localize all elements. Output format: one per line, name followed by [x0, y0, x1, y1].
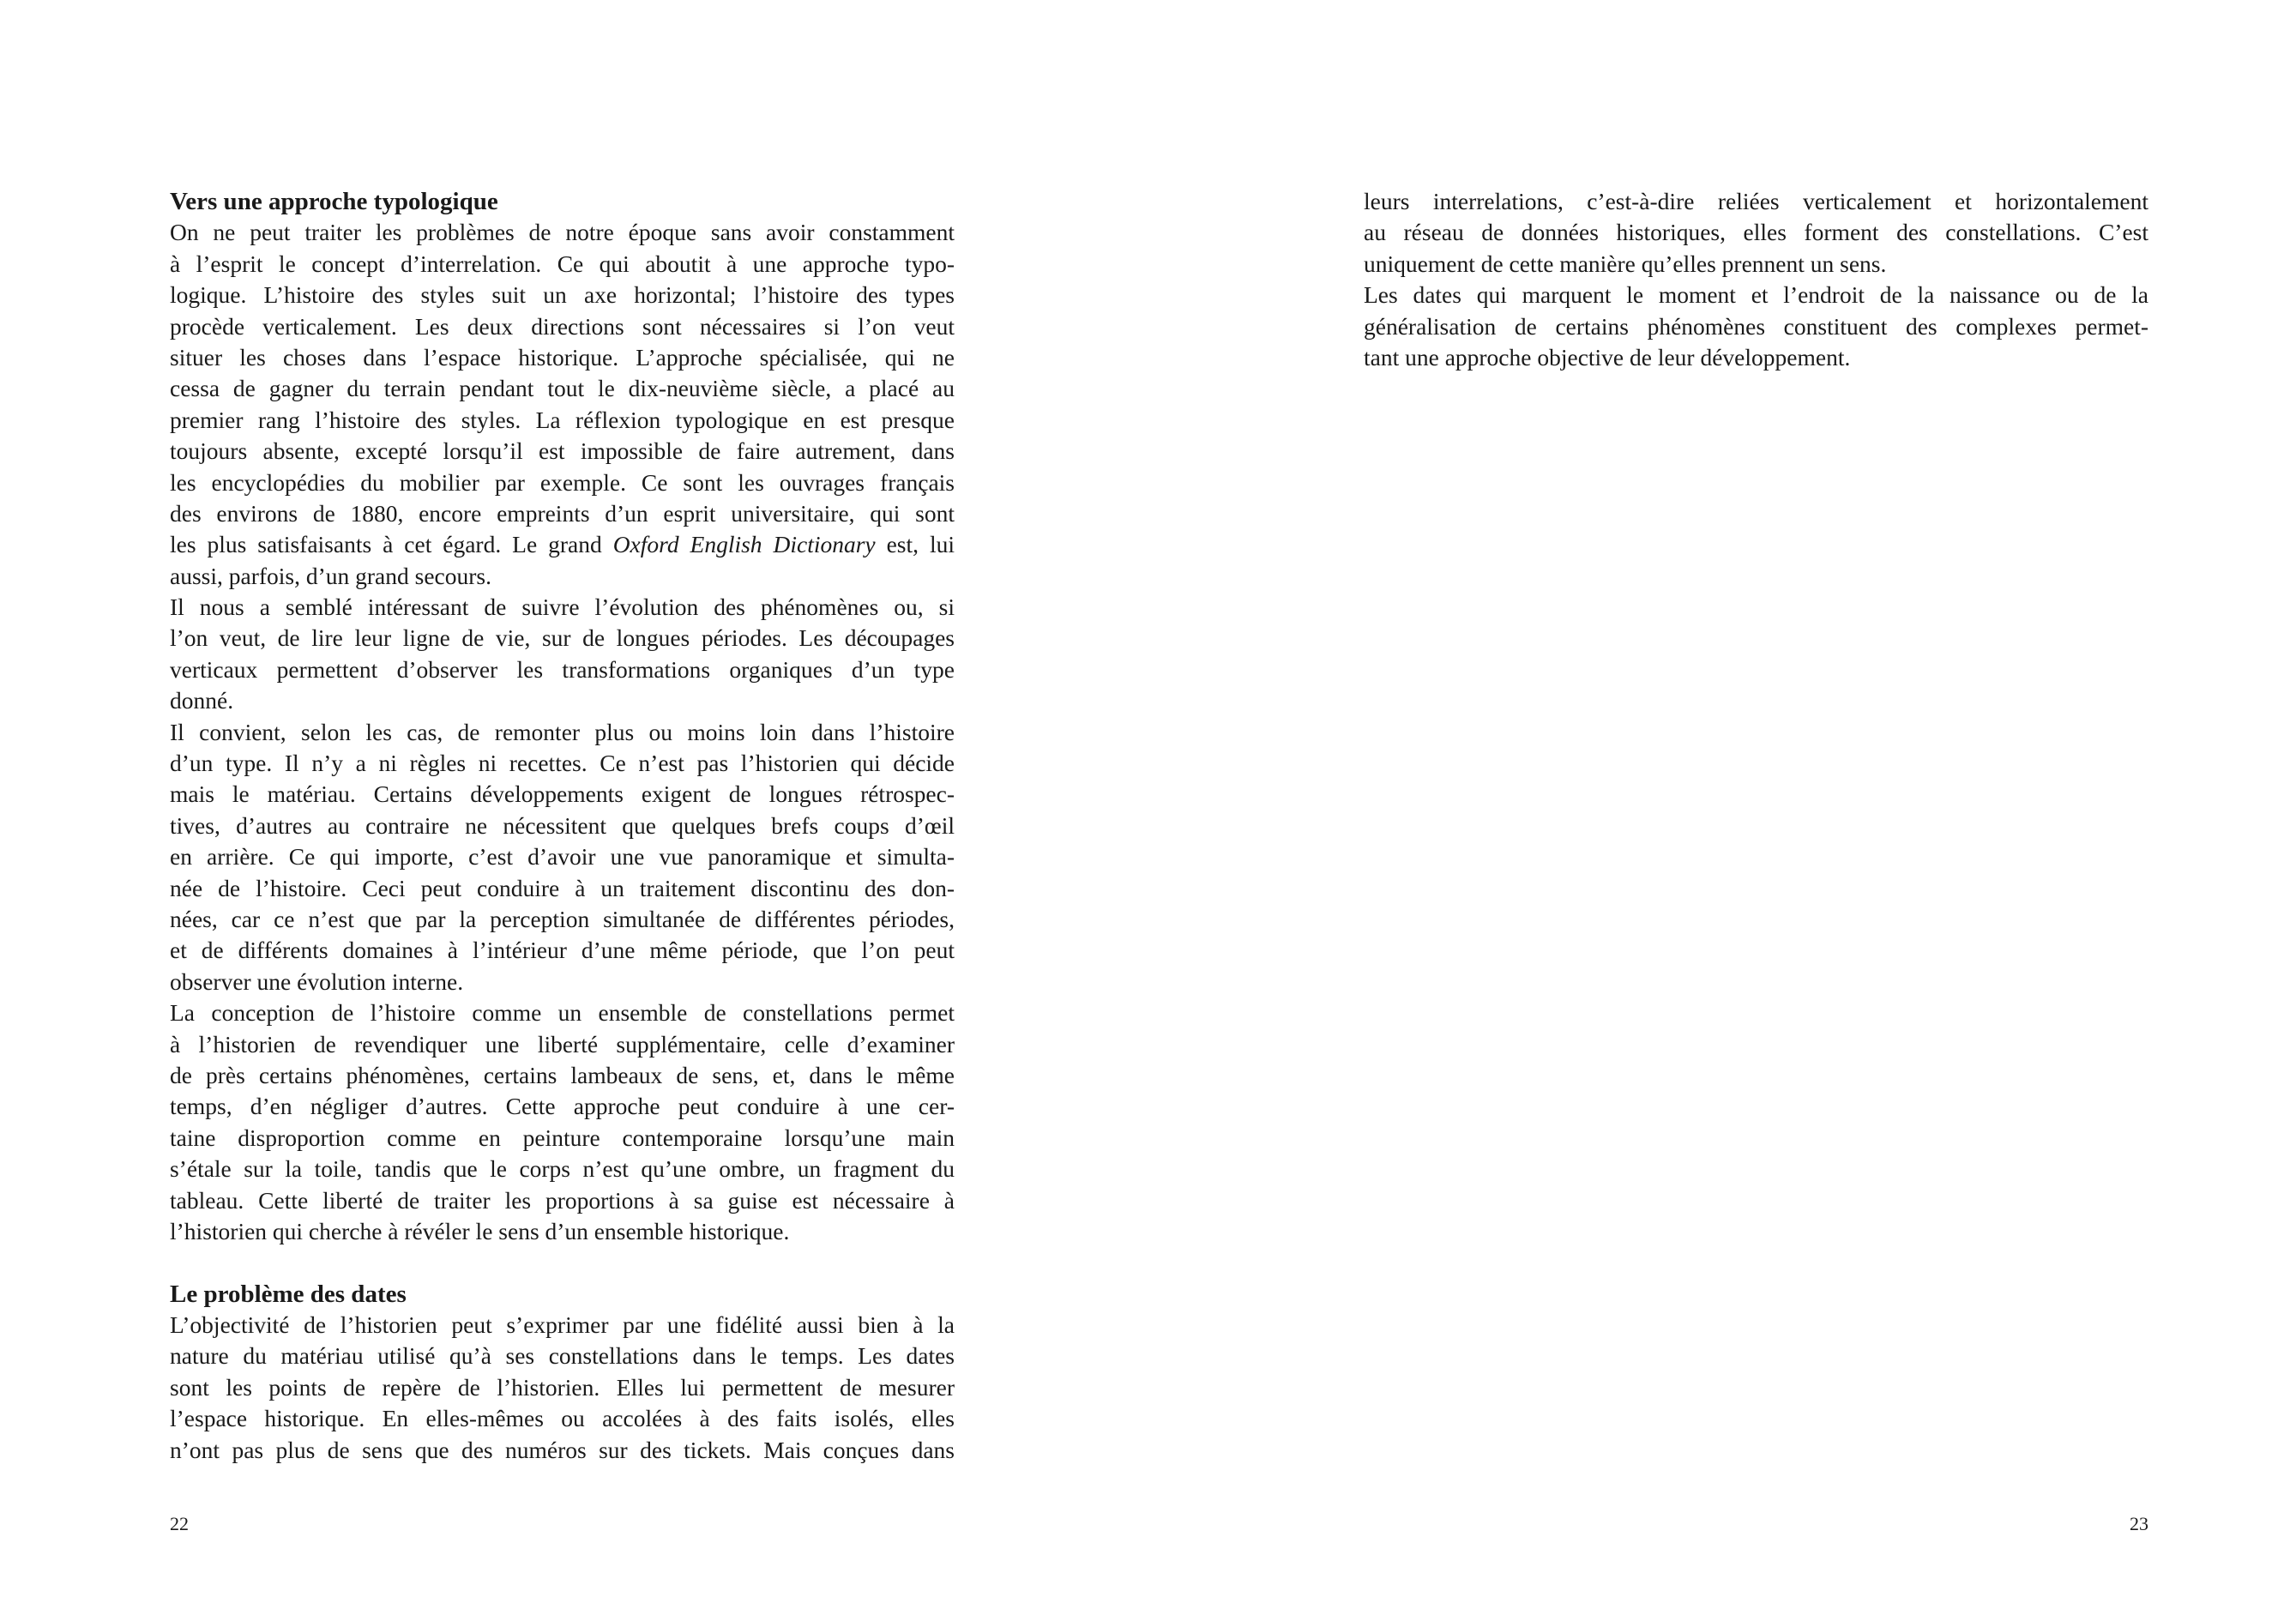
text-line: premier rang l’histoire des styles. La réflexion typologique en est presque — [170, 406, 955, 433]
text-line: situer les choses dans l’espace historique. L’approche spécialisée, qui ne — [170, 343, 955, 371]
text-line: taine disproportion comme en peinture contemporaine lorsqu’une main — [170, 1124, 955, 1151]
section-heading: Le problème des dates — [170, 1280, 407, 1308]
text-line: L’objectivité de l’historien peut s’exprimer par une fidélité aussi bien à la — [170, 1311, 955, 1339]
text-line: La conception de l’histoire comme un ensemble de constellations permet — [170, 999, 955, 1027]
text-line: leurs interrelations, c’est-à-dire reliées verticalement et horizontalement — [1364, 188, 2148, 214]
text-line: verticaux permettent d’observer les transformations organiques d’un type — [170, 655, 955, 683]
text-line: temps, d’en négliger d’autres. Cette approche peut conduire à une cer- — [170, 1093, 955, 1120]
text-line: au réseau de données historiques, elles forment des constellations. C’est — [1364, 219, 2148, 246]
text-line: procède verticalement. Les deux directions sont nécessaires si l’on veut — [170, 312, 955, 340]
right-page-text — [1364, 186, 2148, 373]
text-line: s’étale sur la toile, tandis que le corps n’est qu’une ombre, un fragment du — [170, 1155, 955, 1183]
text-line: généralisation de certains phénomènes constituent des complexes permet- — [1364, 312, 2148, 340]
text-line: d’un type. Il n’y a ni règles ni recettes. Ce n’est pas l’historien qui décide — [170, 750, 955, 777]
text-line: des environs de 1880, encore empreints d’un esprit universitaire, qui sont — [170, 499, 955, 527]
text-line: mais le matériau. Certains développements exigent de longues rétrospec- — [170, 780, 955, 808]
text-segment: est, lui — [875, 531, 955, 558]
text-line: nature du matériau utilisé qu’à ses constellations dans le temps. Les dates — [170, 1342, 955, 1370]
text-line: aussi, parfois, d’un grand secours. — [170, 562, 491, 589]
text-line: donné. — [170, 687, 234, 714]
text-line: de près certains phénomènes, certains lambeaux de sens, et, dans le même — [170, 1061, 955, 1088]
text-line — [170, 529, 955, 560]
text-line: Il convient, selon les cas, de remonter plus ou moins loin dans l’histoire — [170, 718, 955, 745]
text-line: logique. L’histoire des styles suit un axe horizontal; l’histoire des types — [170, 281, 955, 309]
text-line: Il nous a semblé intéressant de suivre l’évolution des phénomènes ou, si — [170, 594, 955, 621]
text-line: en arrière. Ce qui importe, c’est d’avoir une vue panoramique et simulta- — [170, 843, 955, 871]
text-line: observer une évolution interne. — [170, 967, 464, 995]
text-line: les encyclopédies du mobilier par exemple. Ce sont les ouvrages français — [170, 468, 955, 496]
text-line: l’historien qui cherche à révéler le sens d’un ensemble historique. — [170, 1217, 790, 1244]
blank-line — [170, 1247, 955, 1278]
left-page-text — [170, 186, 955, 1466]
text-line: cessa de gagner du terrain pendant tout le dix-neuvième siècle, a placé au — [170, 375, 955, 402]
text-line: nées, car ce n’est que par la perception simultanée de différentes périodes, — [170, 905, 955, 932]
italic-title: Oxford English Dictionary — [612, 531, 876, 558]
text-line: l’espace historique. En elles-mêmes ou accolées à des faits isolés, elles — [170, 1405, 955, 1432]
text-segment: les plus satisfaisants à cet égard. Le grand — [170, 531, 613, 558]
text-line: On ne peut traiter les problèmes de notre époque sans avoir constamment — [170, 219, 955, 246]
text-line: n’ont pas plus de sens que des numéros sur des tickets. Mais conçues dans — [170, 1436, 955, 1463]
text-line: Les dates qui marquent le moment et l’endroit de la naissance ou de la — [1364, 281, 2148, 309]
text-line: à l’esprit le concept d’interrelation. Ce qui aboutit à une approche typo- — [170, 250, 955, 277]
text-line: tives, d’autres au contraire ne nécessitent que quelques brefs coups d’œil — [170, 811, 955, 839]
page-number-left: 22 — [170, 1513, 189, 1534]
text-line: et de différents domaines à l’intérieur d’une même période, que l’on peut — [170, 937, 955, 964]
text-line: tant une approche objective de leur développement. — [1364, 343, 1851, 371]
text-line: toujours absente, excepté lorsqu’il est impossible de faire autrement, dans — [170, 437, 955, 465]
text-line: l’on veut, de lire leur ligne de vie, sur de longues périodes. Les découpages — [170, 624, 955, 652]
section-heading: Vers une approche typologique — [170, 188, 498, 215]
page-number-right: 23 — [2130, 1513, 2148, 1534]
text-line: à l’historien de revendiquer une liberté supplémentaire, celle d’examiner — [170, 1030, 955, 1058]
text-line: uniquement de cette manière qu’elles prennent un sens. — [1364, 250, 1887, 277]
text-line: sont les points de repère de l’historien. Elles lui permettent de mesurer — [170, 1373, 955, 1401]
text-line: tableau. Cette liberté de traiter les proportions à sa guise est nécessaire à — [170, 1186, 955, 1214]
text-line: née de l’histoire. Ceci peut conduire à un traitement discontinu des don- — [170, 874, 955, 901]
